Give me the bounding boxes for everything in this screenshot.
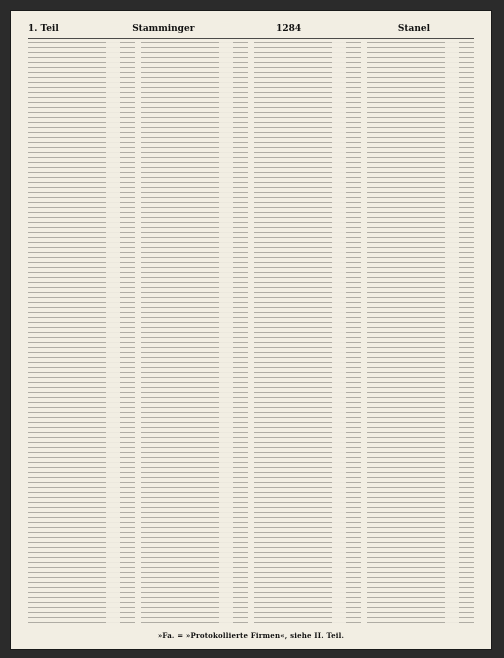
column-3-text-lines bbox=[254, 42, 361, 624]
header-title-left: Stamminger bbox=[132, 24, 195, 34]
column-3 bbox=[254, 42, 361, 624]
column-1-text-lines bbox=[28, 42, 135, 624]
column-4-text-lines bbox=[367, 42, 474, 624]
column-2-text-lines bbox=[141, 42, 248, 624]
header-left: 1. Teil bbox=[28, 24, 59, 34]
directory-page bbox=[10, 10, 492, 650]
page-header bbox=[28, 22, 474, 36]
header-title-right: Stanel bbox=[397, 24, 431, 34]
footer-note: »Fa. = »Protokollierte Firmen«, siehe II. Teil. bbox=[157, 630, 345, 640]
column-1 bbox=[28, 42, 135, 624]
column-2 bbox=[141, 42, 248, 624]
column-4 bbox=[367, 42, 474, 624]
text-columns bbox=[28, 42, 474, 624]
header-rule bbox=[28, 38, 474, 39]
header-page-number: 1284 bbox=[276, 24, 302, 34]
